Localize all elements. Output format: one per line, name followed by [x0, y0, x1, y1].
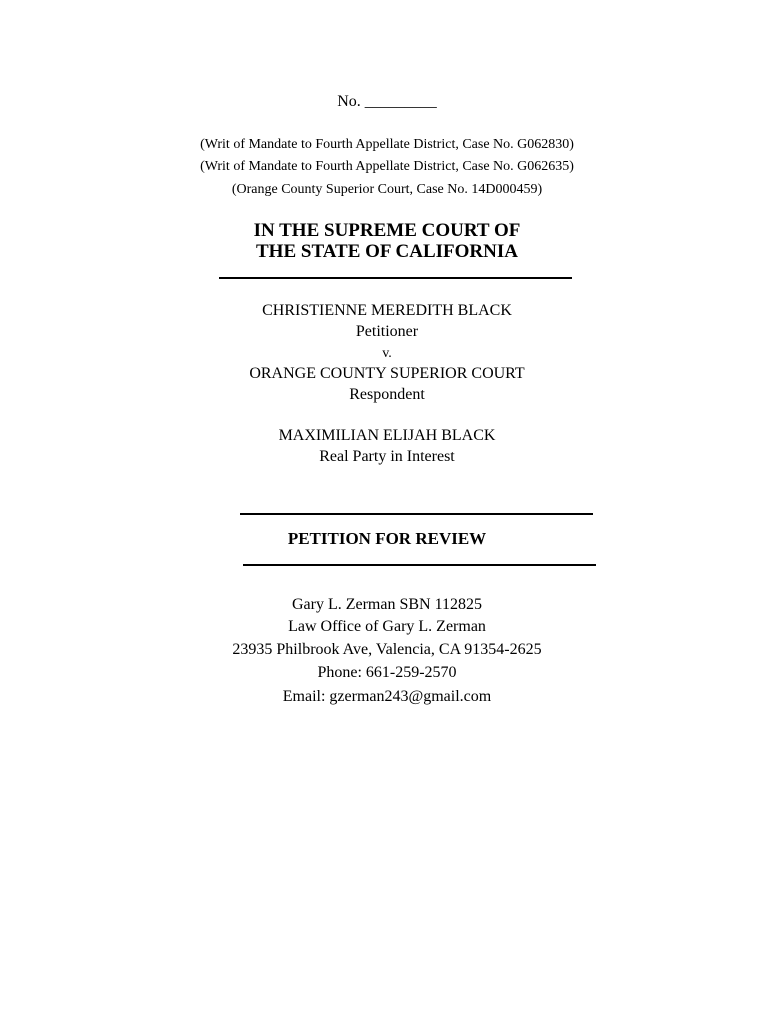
petitioner-name: CHRISTIENNE MEREDITH BLACK [262, 302, 512, 319]
attorney-phone: Phone: 661-259-2570 [317, 664, 457, 681]
document-title: PETITION FOR REVIEW [287, 529, 487, 548]
lower-court-case-2: (Writ of Mandate to Fourth Appellate District, Case No. G062635) [200, 159, 574, 174]
attorney-address: 23935 Philbrook Ave, Valencia, CA 91354-2625 [232, 641, 542, 658]
attorney-name: Gary L. Zerman SBN 112825 [291, 596, 483, 613]
court-name-line-2: THE STATE OF CALIFORNIA [256, 241, 518, 262]
real-party-role: Real Party in Interest [319, 448, 455, 465]
lower-court-case-1: (Writ of Mandate to Fourth Appellate District, Case No. G062830) [200, 137, 574, 152]
lower-court-case-3: (Orange County Superior Court, Case No. 14D000459) [231, 182, 543, 197]
divider-rule [240, 513, 593, 515]
petitioner-role: Petitioner [355, 323, 419, 340]
attorney-email: Email: gzerman243@gmail.com [282, 688, 492, 705]
divider-rule [243, 564, 596, 566]
divider-rule [219, 277, 572, 279]
attorney-office: Law Office of Gary L. Zerman [288, 618, 486, 635]
court-name-line-1: IN THE SUPREME COURT OF [253, 220, 521, 241]
real-party-name: MAXIMILIAN ELIJAH BLACK [278, 427, 496, 444]
respondent-role: Respondent [349, 386, 425, 403]
case-number: No. _________ [337, 93, 437, 110]
versus-label: v. [382, 346, 392, 361]
respondent-name: ORANGE COUNTY SUPERIOR COURT [249, 365, 525, 382]
